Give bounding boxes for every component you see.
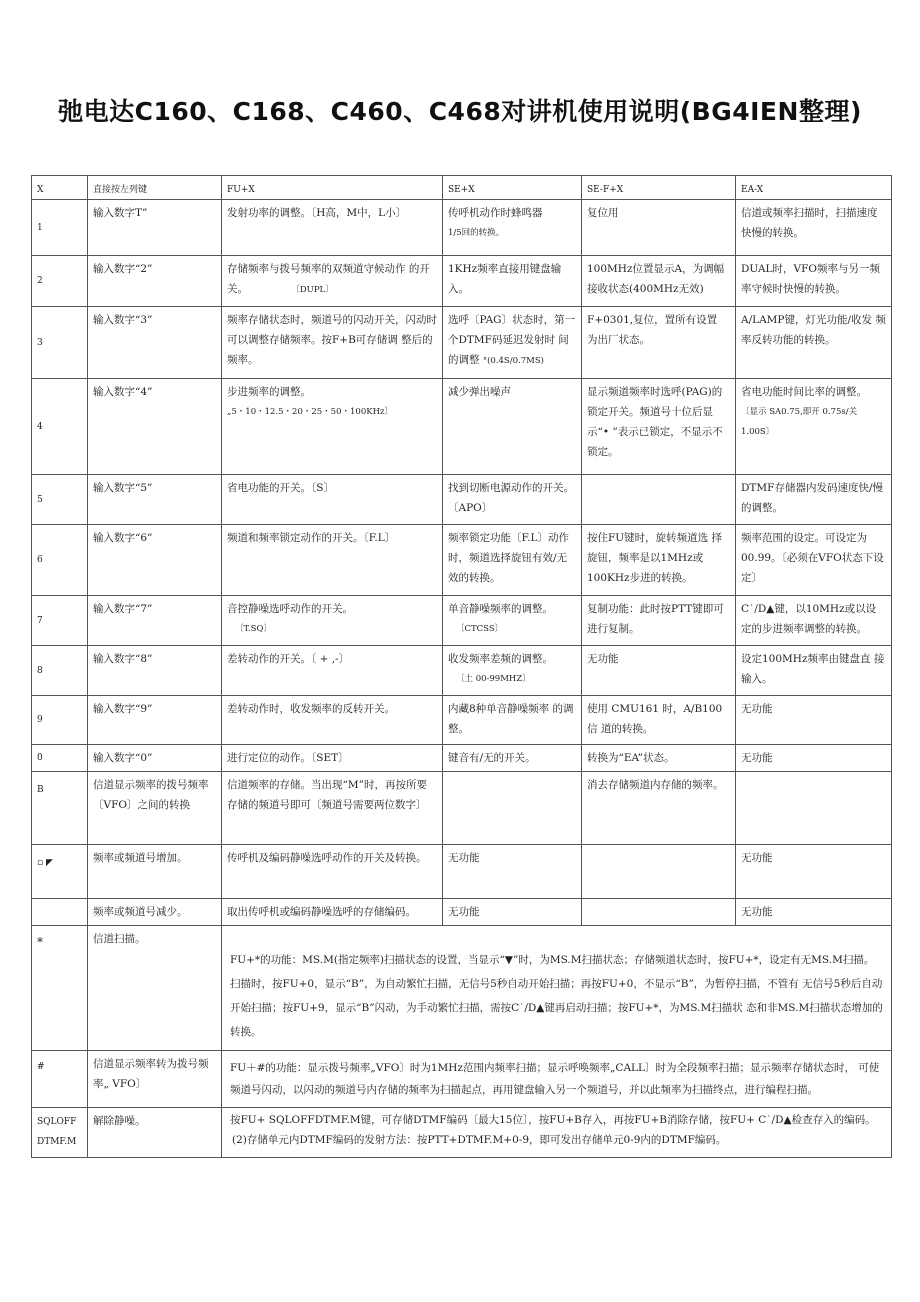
row-fu-note: „5・10・12.5・20・25・50・100KHz〕 — [227, 407, 393, 417]
row-ea-text: 省电功能时间比率的调整。 — [741, 386, 867, 398]
row-ea: 设定100MHz频率由键盘直 接输入。 — [736, 646, 892, 696]
row-sef: 按住FU键时，旋转频道选 择旋钮，频率是以1MHz或100KHz步进的转换。 — [582, 525, 736, 596]
row-fu — [222, 379, 443, 475]
table-row — [32, 772, 892, 845]
row-fu-text: 步进频率的调整。 — [227, 386, 311, 398]
row-description-line: (2)存储单元内DTMF编码的发射方法：按PTT+DTMF.M+0-9，即可发出存储单元0-9内的DTMF编码。 — [232, 1134, 727, 1146]
row-key: 7 — [32, 596, 88, 646]
row-description: FU＋#的功能：显示拨号频率„VFO〕时为1MHz范围内频率扫描；显示呼唤频率„CALL〕时为全段频率扫描；显示频率存储状态时， 可使频道号闪动，以闪动的频道号内存储的频率为扫描起点，再用键盘输入另一个频道号，并以此频率为扫描终点，进行编程扫描。 — [222, 1051, 892, 1108]
table-row — [32, 256, 892, 307]
row-sef: 使用 CMU161 时，A/B100 信 道的转换。 — [582, 696, 736, 745]
table-row — [32, 379, 892, 475]
row-direct: 输入数字“4” — [88, 379, 222, 475]
row-fu — [222, 256, 443, 307]
row-direct: 输入数字“0” — [88, 745, 222, 772]
row-ea: 无功能 — [736, 845, 892, 899]
table-row — [32, 899, 892, 926]
row-se — [443, 307, 582, 379]
row-sef: 显示频道频率时选呼(PAG)的锁定开关。频道号十位后显示“• ”表示已锁定，不显示不锁定。 — [582, 379, 736, 475]
row-key: 2 — [32, 256, 88, 307]
row-ea: C˙/D▲键，以10MHz或以设 定的步进频率调整的转换。 — [736, 596, 892, 646]
row-description — [222, 1108, 892, 1158]
row-se: 频率锁定功能〔F.L〕动作时，频道选择旋钮有效/无效的转换。 — [443, 525, 582, 596]
row-se: 1KHz频率直接用键盘输入。 — [443, 256, 582, 307]
row-ea: 无功能 — [736, 696, 892, 745]
row-ea: A/LAMP键，灯光功能/收发 频率反转功能的转换。 — [736, 307, 892, 379]
row-se: 减少弹出噪声 — [443, 379, 582, 475]
column-header: FU+X — [222, 176, 443, 200]
row-fu: 差转动作的开关。〔 + ,-〕 — [222, 646, 443, 696]
row-sef: F+0301,复位，置所有设置 为出厂状态。 — [582, 307, 736, 379]
instruction-table — [31, 175, 891, 1147]
row-description: FU+*的功能：MS.M(指定频率)扫描状态的设置，当显示“▼”时，为MS.M扫描状态；存储频道状态时，按FU+*，设定有无MS.M扫描。扫描时，按FU+0，显示“B”，为自动繁忙扫描，无信号5秒自动开始扫描；再按FU+0，不显示“B”，为暂停扫描，不管有 无信号5秒后自动开始扫描；按FU+9，显示“B”闪动，为手动繁忙扫描，需按C˙/D▲键再启动扫描；按FU+*，为MS.M扫描状 态和非MS.M扫描状态增加的转换。 — [222, 926, 892, 1051]
row-fu-note: 〔T.SQ〕 — [235, 624, 272, 634]
row-fu: 频率存储状态时，频道号的闪动开关，闪动时可以调整存储频率。按F+B可存储调 整后的频率。 — [222, 307, 443, 379]
row-key: 6 — [32, 525, 88, 596]
row-sef: 无功能 — [582, 646, 736, 696]
row-sef — [582, 899, 736, 926]
row-fu-text: 音控静噪选呼动作的开关。 — [227, 603, 353, 615]
row-key: B — [32, 772, 88, 845]
row-key: # — [32, 1051, 88, 1108]
row-key: * — [32, 926, 88, 1051]
row-direct: 频率或频道号减少。 — [88, 899, 222, 926]
row-se — [443, 200, 582, 256]
table-header-row — [32, 176, 892, 200]
row-direct: 信道显示频率的拨号频率〔VFO〕之间的转换 — [88, 772, 222, 845]
row-sef: 100MHz位置显示A，为调幅接收状态(400MHz无效) — [582, 256, 736, 307]
row-key: 5 — [32, 475, 88, 525]
row-fu-text: 存储频率与拨号频率的双频道守候动作 的开关。 — [227, 263, 430, 295]
page-title: 弛电达C160、C168、C460、C468对讲机使用说明(BG4IEN整理) — [58, 97, 862, 126]
column-header: X — [32, 176, 88, 200]
row-se-note: 〔土 00-99MHZ〕 — [456, 674, 531, 684]
row-direct: 输入数字“3” — [88, 307, 222, 379]
row-ea — [736, 772, 892, 845]
row-direct: 输入数字“7” — [88, 596, 222, 646]
row-se: 内藏8种单音静噪频率 的调整。 — [443, 696, 582, 745]
column-header: 直接按左列键 — [88, 176, 222, 200]
row-se-text: 单音静噪频率的调整。 — [448, 603, 553, 615]
row-se-note: °(0.4S/0.7MS) — [482, 356, 544, 366]
row-se-text: 传呼机动作时蜂鸣器 — [448, 207, 543, 219]
row-sef: 复位用 — [582, 200, 736, 256]
row-direct: 输入数字T” — [88, 200, 222, 256]
row-fu — [222, 596, 443, 646]
table-row — [32, 596, 892, 646]
table-row — [32, 307, 892, 379]
row-fu: 发射功率的调整。〔H高，M中，L小〕 — [222, 200, 443, 256]
table-row — [32, 1108, 892, 1158]
row-se-note: 〔CTCSS〕 — [456, 624, 504, 634]
row-fu: 省电功能的开关。〔S〕 — [222, 475, 443, 525]
row-key: 1 — [32, 200, 88, 256]
row-key: SQLOFF DTMF.M — [32, 1108, 88, 1158]
column-header: SE-F+X — [582, 176, 736, 200]
row-ea: DTMF存储器内发码速度快/慢的调整。 — [736, 475, 892, 525]
row-fu: 进行定位的动作。〔SET〕 — [222, 745, 443, 772]
table-row — [32, 525, 892, 596]
row-se — [443, 646, 582, 696]
row-se-note: 1/5回的转换。 — [448, 228, 505, 238]
table-row — [32, 745, 892, 772]
table-row — [32, 926, 892, 1051]
row-key: 9 — [32, 696, 88, 745]
row-key: ▫ ◤ — [32, 845, 88, 899]
row-ea: 频率范围的设定。可设定为00.99。〔必须在VFO状态下设定〕 — [736, 525, 892, 596]
table-row — [32, 845, 892, 899]
row-key — [32, 899, 88, 926]
column-header: SE+X — [443, 176, 582, 200]
row-sef: 转换为“EA”状态。 — [582, 745, 736, 772]
row-direct: 信道扫描。 — [88, 926, 222, 1051]
row-key: 3 — [32, 307, 88, 379]
row-description-line: 按FU+ SQLOFFDTMF.M键，可存储DTMF编码〔最大15位〕，按FU+B存入，再按FU+B消除存储，按FU+ C˙/D▲检查存入的编码。 — [230, 1114, 876, 1126]
row-ea: 信道或频率扫描时，扫描速度快慢的转换。 — [736, 200, 892, 256]
row-fu: 传呼机及编码静噪选呼动作的开关及转换。 — [222, 845, 443, 899]
row-key: 0 — [32, 745, 88, 772]
row-se — [443, 772, 582, 845]
row-se: 无功能 — [443, 899, 582, 926]
row-key: 8 — [32, 646, 88, 696]
row-se — [443, 596, 582, 646]
table-row — [32, 1051, 892, 1108]
row-se: 键音有/无的开关。 — [443, 745, 582, 772]
table-row — [32, 200, 892, 256]
row-direct: 解除静噪。 — [88, 1108, 222, 1158]
row-direct: 信道显示频率转为拨号频率„ VFO〕 — [88, 1051, 222, 1108]
row-ea: 无功能 — [736, 899, 892, 926]
row-ea: 无功能 — [736, 745, 892, 772]
row-fu: 频道和频率锁定动作的开关。〔F.L〕 — [222, 525, 443, 596]
row-sef: 消去存储频道内存储的频率。 — [582, 772, 736, 845]
row-direct: 频率或频道号增加。 — [88, 845, 222, 899]
row-fu: 信道频率的存储。当出现“M”时，再按所要存储的频道号即可〔频道号需要两位数字〕 — [222, 772, 443, 845]
row-fu: 差转动作时，收发频率的反转开关。 — [222, 696, 443, 745]
row-ea: DUAL时，VFO频率与另一频 率守候时快慢的转换。 — [736, 256, 892, 307]
row-ea — [736, 379, 892, 475]
row-se: 无功能 — [443, 845, 582, 899]
row-fu: 取出传呼机或编码静噪选呼的存储编码。 — [222, 899, 443, 926]
row-ea-note: 〔显示 SA0.75,即开 0.75s/关1.00S〕 — [741, 407, 858, 437]
table-row — [32, 696, 892, 745]
row-sef: 复制功能：此时按PTT键即可进行复制。 — [582, 596, 736, 646]
row-sef — [582, 845, 736, 899]
row-se-text: 选呼〔PAG〕状态时，第一个DTMF码延迟发射时 间的调整 — [448, 314, 576, 366]
column-header: EA-X — [736, 176, 892, 200]
row-se-text: 收发频率差频的调整。 — [448, 653, 553, 665]
row-direct: 输入数字“8” — [88, 646, 222, 696]
row-key: 4 — [32, 379, 88, 475]
row-sef — [582, 475, 736, 525]
row-direct: 输入数字“5” — [88, 475, 222, 525]
row-direct: 输入数字“2” — [88, 256, 222, 307]
row-direct: 输入数字“9” — [88, 696, 222, 745]
table-row — [32, 646, 892, 696]
row-direct: 输入数字“6” — [88, 525, 222, 596]
table-row — [32, 475, 892, 525]
row-se: 找到切断电源动作的开关。〔APO〕 — [443, 475, 582, 525]
row-fu-note: 〔DUPL〕 — [291, 285, 334, 295]
